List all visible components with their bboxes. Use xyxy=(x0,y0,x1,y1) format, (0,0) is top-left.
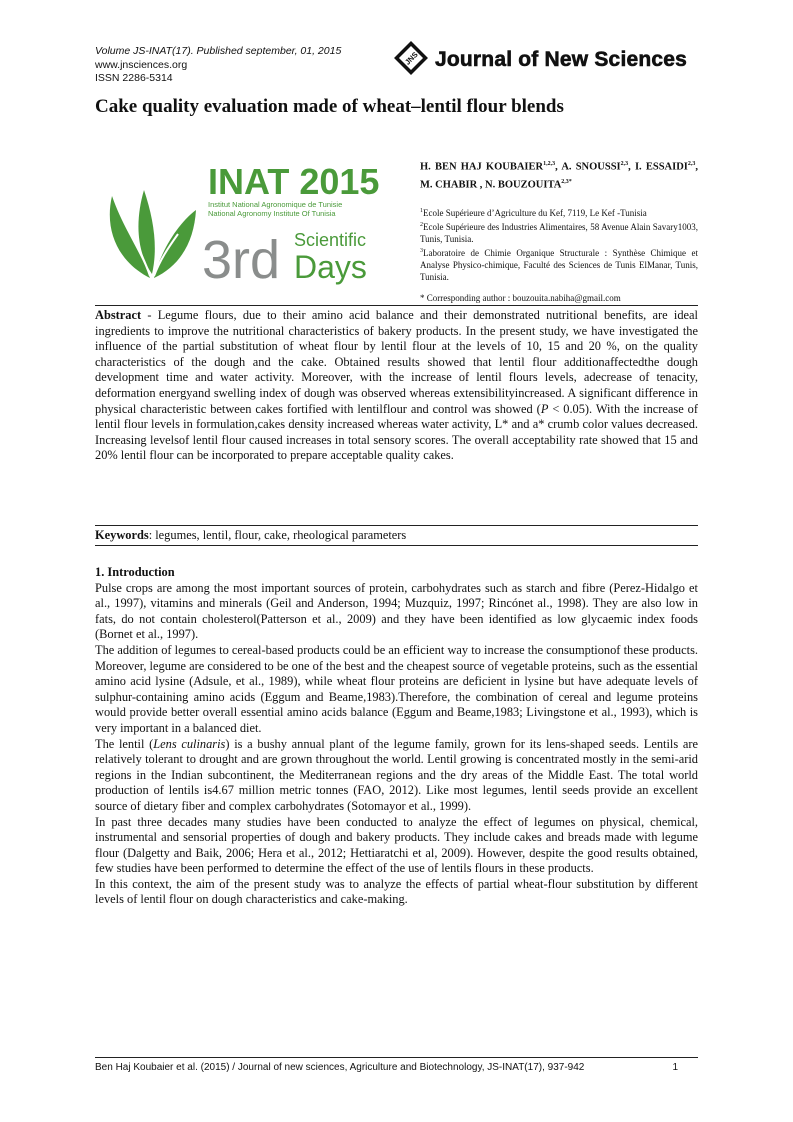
inat-logo xyxy=(98,150,383,300)
days-big: 3rd xyxy=(202,230,281,290)
divider xyxy=(95,545,698,546)
footer-divider xyxy=(95,1057,698,1058)
page-footer xyxy=(95,1062,698,1073)
keywords-label: Keywords xyxy=(95,528,149,542)
author-3: , I. ESSAIDI xyxy=(628,161,688,173)
paragraph: Pulse crops are among the most important sources of protein, carbohydrates such as starch and fibre (Perez-Hidalgo et al., 1997), vitamins and minerals (Geil and Anderson, 1994; Muzquiz, 1997; Rincónet al., 1998). They are also low in fats, do not contain cholesterol(Patterson et al., 2009) and they have been identified as low glycaemic index foods (Bornet et al., 1997). xyxy=(95,580,698,642)
section-heading: 1. Introduction xyxy=(95,565,175,579)
author-3-sup: 2,3 xyxy=(687,161,696,167)
inat-subtitle-fr: Institut National Agronomique de Tunisie xyxy=(208,200,343,209)
divider xyxy=(95,305,698,306)
abstract-p-italic: P xyxy=(540,401,549,416)
affiliations xyxy=(420,205,698,283)
author-2-sup: 2,3 xyxy=(620,161,629,167)
paragraph: In past three decades many studies have been conducted to analyze the effect of legumes on physical, chemical, instrumental and sensorial properties of dough and bakery products. They include cakes and breads made with legume flour (Dalgetty and Baik, 2006; Hera et al., 2012; Hettiaratchi et al, 2009). However, despite the good results obtained, few studies have been performed to determine the effect of the use of lentils flours in these products. xyxy=(95,814,698,876)
volume-line: Volume JS-INAT(17). Published september, 01, 2015 xyxy=(95,45,342,57)
inat-year: INAT 2015 xyxy=(208,161,380,202)
jns-badge-icon xyxy=(393,40,429,76)
paragraph: The lentil (Lens culinaris) is a bushy annual plant of the legume family, grown for its lens-shaped seeds. Lentils are relatively tolerant to drought and are grown throughout the world. Lentil growing is concentrated mostly in the semi-arid regions in the Indian subcontinent, the Mediterranean regions and the dry areas of the Middle East. The total world production of lentils is4.67 million metric tonnes (FAO, 2012). Like most legumes, lentil seeds provide an excellent source of dietary fiber and complex carbohydrates (Sotomayor et al., 1999). xyxy=(95,736,698,813)
journal-header xyxy=(95,45,341,86)
inat-subtitle-en: National Agronomy Institute Of Tunisia xyxy=(208,209,336,218)
paragraph: In this context, the aim of the present study was to analyze the effects of partial wheat-flour substitution by different levels of lentil flour on dough characteristics and cake-making. xyxy=(95,876,698,907)
abstract-text-2: < 0.05). With the increase of lentil flour levels in formulation,cakes density increased whereas water activity, L* and a* crumb color values decreased. Increasing levelsof lentil flour caused increases in total sensory scores. The overall acceptability rate showed that 15 and 20% lentil flour can be incorporated to prepare acceptable quality cakes. xyxy=(95,401,698,463)
keywords xyxy=(95,528,698,543)
author-list xyxy=(420,157,698,192)
affiliation-item: $^1$Ecole Supérieure d’Agriculture du Kef, 7119, Le Kef -Tunisia xyxy=(420,208,647,218)
days-small-2: Days xyxy=(294,249,367,285)
footer-citation: Ben Haj Koubaier et al. (2015) / Journal of new sciences, Agriculture and Biotechnology, JS-INAT(17), 937-942 xyxy=(95,1062,585,1073)
journal-logo xyxy=(393,40,718,80)
badge-text: JNS xyxy=(403,50,420,67)
author-2: , A. SNOUSSI xyxy=(555,161,621,173)
author-1-sup: 1,2,3 xyxy=(543,161,556,167)
affiliation-item: $^3$Laboratoire de Chimie Organique Structurale : Synthèse Chimique et Analyse Physico-chimique, Faculté des Sciences de Tunis ElManar, Tunis, Tunisia. xyxy=(420,248,698,282)
author-4-sup: 2,3* xyxy=(561,178,572,185)
journal-name: Journal of New Sciences xyxy=(435,48,688,71)
introduction-section xyxy=(95,565,698,908)
abstract xyxy=(95,308,698,464)
issn: ISSN 2286-5314 xyxy=(95,72,173,84)
abstract-label: Abstract xyxy=(95,308,142,322)
paragraph: The addition of legumes to cereal-based products could be an efficient way to increase the consumptionof these products. Moreover, legume are considered to be one of the best and the cheapest source of vegetable proteins, such as the essential amino acid lysine (Adsule, et al., 1989), while wheat flour proteins are deficient in lysine but have adequate levels of sulphur-containing amino acids (Eggum and Beame,1983).Therefore, the combination of cereal and legume proteins would provide better overall essential amino acids balance (Eggum and Beame,1983; Livingstone et al., 1993), which is very important in a balanced diet. xyxy=(95,642,698,735)
abstract-text-1: - Legume flours, due to their amino acid balance and their demonstrated nutritional benefits, are ideal ingredients to improve the nutritional characteristics of bakery products. In the present study, we have investigated the influence of the partial substitution of wheat flour by lentil flour at the levels of 10, 15 and 20 %, on the quality characteristics of the dough and the cake. Obtained results showed that lentil flour additionaffectedthe dough development time and water activity. Moreover, with the increase of lentil flours levels, adecrease of tenacity, deformation energyand swelling index of dough was observed whereas extensibilityincreased. A significant difference in physical characteristic between cakes fortified with lentilflour and control was showed ( xyxy=(95,308,698,416)
website-link[interactable]: www.jnsciences.org xyxy=(95,58,188,71)
page-number: 1 xyxy=(672,1062,678,1073)
author-4: , M. CHABIR , N. BOUZOUITA xyxy=(420,161,698,190)
divider xyxy=(95,525,698,526)
keywords-text: : legumes, lentil, flour, cake, rheological parameters xyxy=(148,528,407,542)
article-title: Cake quality evaluation made of wheat–lentil flour blends xyxy=(95,96,564,117)
days-small-1: Scientific xyxy=(294,230,367,250)
leaf-emblem-icon xyxy=(110,190,196,278)
affiliation-item: $^2$Ecole Supérieure des Industries Alimentaires, 58 Avenue Alain Savary1003, Tunis, Tunisia. xyxy=(420,222,698,244)
author-1: H. BEN HAJ KOUBAIER xyxy=(420,161,544,173)
corresponding-author[interactable]: * Corresponding author : bouzouita.nabiha@gmail.com xyxy=(420,293,621,303)
